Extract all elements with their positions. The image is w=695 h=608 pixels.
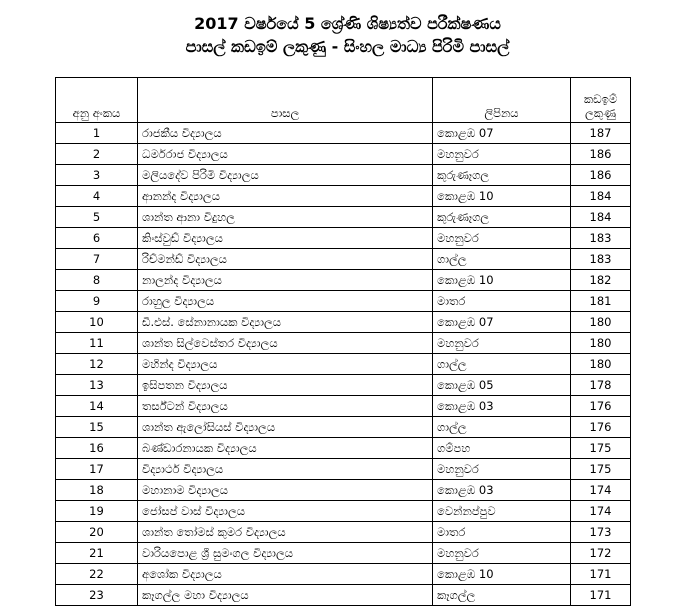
- row-serial-number: 19: [56, 501, 138, 522]
- row-address: කුරුණෑගල: [433, 165, 571, 186]
- row-school-name: ශාන්ත ආනා විදුහල: [138, 207, 433, 228]
- row-school-name: වාරියපොළ ශ්‍රී සුමංගල විද්‍යාලය: [138, 543, 433, 564]
- row-serial-number: 9: [56, 291, 138, 312]
- row-cutoff-mark: 175: [571, 459, 631, 480]
- row-school-name: ශාන්ත ඇලෝසියස් විද්‍යාලය: [138, 417, 433, 438]
- row-cutoff-mark: 183: [571, 249, 631, 270]
- row-school-name: මලියදේව පිරිමි විද්‍යාලය: [138, 165, 433, 186]
- row-school-name: ශාන්ත සිල්වෙස්තර විද්‍යාලය: [138, 333, 433, 354]
- row-cutoff-mark: 171: [571, 585, 631, 606]
- row-cutoff-mark: 183: [571, 228, 631, 249]
- row-school-name: කිංස්වුඩ් විද්‍යාලය: [138, 228, 433, 249]
- row-school-name: විද්‍යාර්ථ විද්‍යාලය: [138, 459, 433, 480]
- table-row: [56, 228, 631, 249]
- row-serial-number: 20: [56, 522, 138, 543]
- row-cutoff-mark: 171: [571, 564, 631, 585]
- table-row: [56, 165, 631, 186]
- table-row: [56, 123, 631, 144]
- row-address: කොළඹ 07: [433, 123, 571, 144]
- row-cutoff-mark: 173: [571, 522, 631, 543]
- row-address: මහනුවර: [433, 333, 571, 354]
- row-address: කොළඹ 03: [433, 396, 571, 417]
- row-cutoff-mark: 174: [571, 501, 631, 522]
- row-serial-number: 1: [56, 123, 138, 144]
- row-school-name: කෑගල්ල මහා විද්‍යාලය: [138, 585, 433, 606]
- row-cutoff-mark: 181: [571, 291, 631, 312]
- row-school-name: ඉසිපතන විද්‍යාලය: [138, 375, 433, 396]
- header-serial-number: අනු අංකය: [56, 78, 138, 123]
- table-row: [56, 480, 631, 501]
- row-cutoff-mark: 176: [571, 396, 631, 417]
- header-school: පාසල: [138, 78, 433, 123]
- header-address: ලිපිනය: [433, 78, 571, 123]
- row-cutoff-mark: 174: [571, 480, 631, 501]
- row-cutoff-mark: 186: [571, 144, 631, 165]
- row-serial-number: 16: [56, 438, 138, 459]
- row-serial-number: 21: [56, 543, 138, 564]
- row-cutoff-mark: 182: [571, 270, 631, 291]
- row-serial-number: 13: [56, 375, 138, 396]
- row-address: ගාල්ල: [433, 354, 571, 375]
- row-address: මහනුවර: [433, 228, 571, 249]
- table-row: [56, 522, 631, 543]
- row-serial-number: 6: [56, 228, 138, 249]
- row-school-name: මහින්ද විද්‍යාලය: [138, 354, 433, 375]
- row-cutoff-mark: 180: [571, 312, 631, 333]
- table-row: [56, 417, 631, 438]
- row-address: මහනුවර: [433, 144, 571, 165]
- table-row: [56, 333, 631, 354]
- row-address: කොළඹ 07: [433, 312, 571, 333]
- row-serial-number: 12: [56, 354, 138, 375]
- row-serial-number: 8: [56, 270, 138, 291]
- row-address: මහනුවර: [433, 459, 571, 480]
- table-row: [56, 291, 631, 312]
- row-address: ගාල්ල: [433, 417, 571, 438]
- table-row: [56, 375, 631, 396]
- row-address: කොළඹ 10: [433, 270, 571, 291]
- row-address: කොළඹ 10: [433, 186, 571, 207]
- row-serial-number: 23: [56, 585, 138, 606]
- row-cutoff-mark: 184: [571, 207, 631, 228]
- row-serial-number: 2: [56, 144, 138, 165]
- row-serial-number: 7: [56, 249, 138, 270]
- table-row: [56, 501, 631, 522]
- row-school-name: ශාන්ත තෝමස් කුමර විද්‍යාලය: [138, 522, 433, 543]
- row-cutoff-mark: 180: [571, 333, 631, 354]
- table-header-row: [56, 78, 631, 123]
- row-address: කෑගල්ල: [433, 585, 571, 606]
- row-school-name: මහානාම විද්‍යාලය: [138, 480, 433, 501]
- table-row: [56, 543, 631, 564]
- row-cutoff-mark: 178: [571, 375, 631, 396]
- table-row: [56, 459, 631, 480]
- table-row: [56, 144, 631, 165]
- row-school-name: ජෝසප් වාස් විද්‍යාලය: [138, 501, 433, 522]
- row-serial-number: 17: [56, 459, 138, 480]
- row-serial-number: 15: [56, 417, 138, 438]
- header-cutoff-marks: කඩඉම් ලකුණු: [571, 78, 631, 123]
- table-row: [56, 207, 631, 228]
- document-title: 2017 වර්ෂයේ 5 ශ්‍රේණි ශිෂ්‍යත්ව පරීක්ෂණය: [194, 14, 501, 33]
- row-school-name: රාහුල විද්‍යාලය: [138, 291, 433, 312]
- row-cutoff-mark: 172: [571, 543, 631, 564]
- row-school-name: ධර්මරාජ විද්‍යාලය: [138, 144, 433, 165]
- table-row: [56, 249, 631, 270]
- table-row: [56, 186, 631, 207]
- row-school-name: රාජකීය විද්‍යාලය: [138, 123, 433, 144]
- row-address: කොළඹ 05: [433, 375, 571, 396]
- row-address: ගාල්ල: [433, 249, 571, 270]
- table-row: [56, 354, 631, 375]
- table-body: [56, 123, 631, 606]
- row-school-name: ආනන්ද විද්‍යාලය: [138, 186, 433, 207]
- document-subtitle: පාසල් කඩඉම් ලකුණු - සිංහල මාධ්‍ය පිරිමි පාසල්: [185, 37, 510, 56]
- table-row: [56, 585, 631, 606]
- table-row: [56, 564, 631, 585]
- row-address: මාතර: [433, 522, 571, 543]
- cutoff-marks-table: [55, 77, 631, 606]
- table-row: [56, 396, 631, 417]
- row-serial-number: 14: [56, 396, 138, 417]
- table-row: [56, 270, 631, 291]
- row-serial-number: 5: [56, 207, 138, 228]
- row-cutoff-mark: 186: [571, 165, 631, 186]
- row-school-name: තර්ස්ටන් විද්‍යාලය: [138, 396, 433, 417]
- row-address: කොළඹ 10: [433, 564, 571, 585]
- row-serial-number: 22: [56, 564, 138, 585]
- row-school-name: ඩී.එස්. සේනානායක විද්‍යාලය: [138, 312, 433, 333]
- row-address: වෙන්නප්පුව: [433, 501, 571, 522]
- row-cutoff-mark: 180: [571, 354, 631, 375]
- row-serial-number: 10: [56, 312, 138, 333]
- row-school-name: නාලන්ද විද්‍යාලය: [138, 270, 433, 291]
- row-cutoff-mark: 184: [571, 186, 631, 207]
- row-cutoff-mark: 176: [571, 417, 631, 438]
- row-cutoff-mark: 187: [571, 123, 631, 144]
- row-school-name: රිච්මන්ඩ් විද්‍යාලය: [138, 249, 433, 270]
- row-address: මාතර: [433, 291, 571, 312]
- row-school-name: අශෝක විද්‍යාලය: [138, 564, 433, 585]
- row-serial-number: 18: [56, 480, 138, 501]
- row-address: ගම්පහ: [433, 438, 571, 459]
- row-address: මහනුවර: [433, 543, 571, 564]
- row-school-name: බණ්ඩාරනායක විද්‍යාලය: [138, 438, 433, 459]
- row-address: කුරුණෑගල: [433, 207, 571, 228]
- table-row: [56, 312, 631, 333]
- row-serial-number: 3: [56, 165, 138, 186]
- row-serial-number: 11: [56, 333, 138, 354]
- row-cutoff-mark: 175: [571, 438, 631, 459]
- table-row: [56, 438, 631, 459]
- row-address: කොළඹ 03: [433, 480, 571, 501]
- row-serial-number: 4: [56, 186, 138, 207]
